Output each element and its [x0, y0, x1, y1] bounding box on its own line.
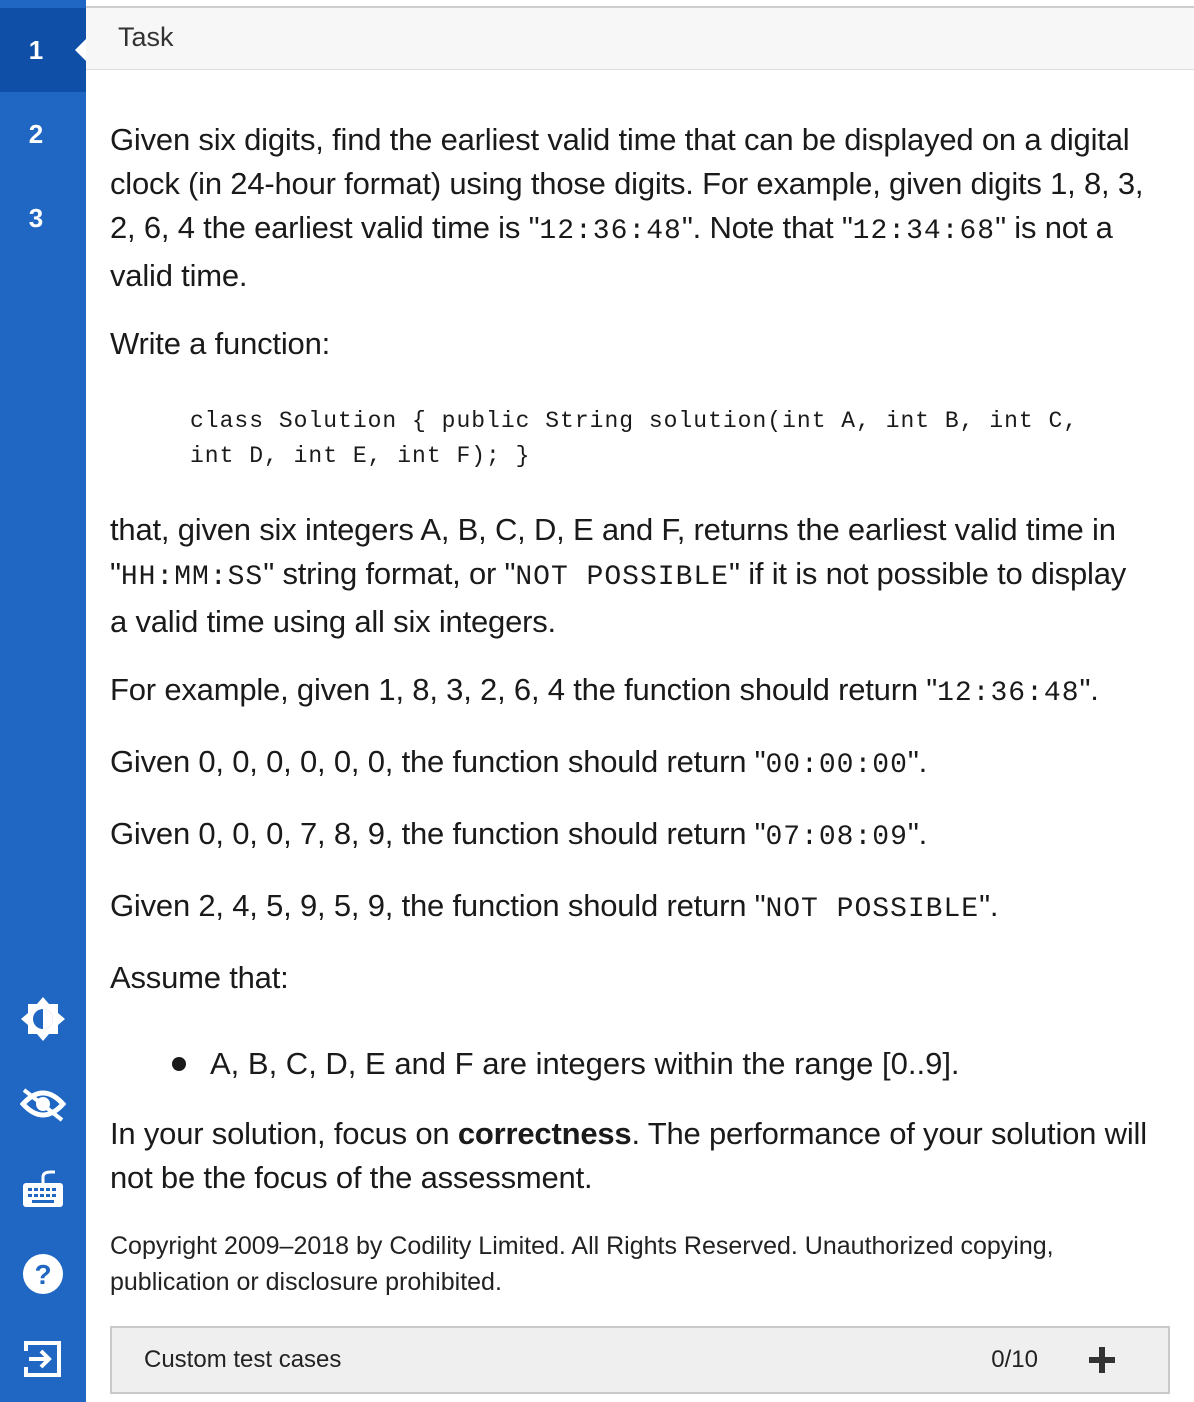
example-3: [110, 812, 1150, 860]
task-header: [86, 8, 1194, 70]
example-code: NOT POSSIBLE: [765, 894, 980, 925]
focus-bold-text: correctness: [457, 1116, 632, 1151]
focus-paragraph: [110, 1112, 1150, 1200]
returns-paragraph: [110, 508, 1150, 644]
exit-icon[interactable]: [0, 1316, 86, 1401]
task-description: [110, 118, 1150, 1300]
page-title: Task: [118, 22, 174, 52]
returns-not-possible-code: NOT POSSIBLE: [515, 562, 729, 593]
example-text: Given 2, 4, 5, 9, 5, 9, the function should return ": [110, 888, 766, 923]
returns-format-code: HH:MM:SS: [120, 562, 264, 593]
intro-time-code: 12:36:48: [539, 216, 682, 247]
svg-text:?: ?: [34, 1258, 52, 1290]
example-text-end: ".: [979, 888, 999, 923]
focus-text-1: In your solution, focus on: [110, 1116, 458, 1151]
intro-text-1: Given six digits, find the earliest valid time that can be displayed on a digital clock (in 24-hour format) using those digits. For example, given digits 1, 8, 3, 2, 6, 4 the earliest valid time is ": [110, 122, 1144, 245]
returns-text-1: that, given six integers A, B, C, D, E and F, returns the earliest valid time in ": [110, 512, 1116, 591]
intro-text-3: " is not a valid time.: [110, 210, 1113, 293]
function-signature-code: class Solution { public String solution(int A, int B, int C, int D, int E, int F); }: [190, 408, 1079, 469]
intro-invalid-code: 12:34:68: [852, 216, 996, 247]
example-4: [110, 884, 1150, 932]
example-text: For example, given 1, 8, 3, 2, 6, 4 the function should return ": [110, 672, 938, 707]
example-text-end: ".: [907, 744, 928, 779]
intro-paragraph: [110, 118, 1150, 298]
write-function-text: Write a function:: [110, 326, 331, 361]
copyright-text: Copyright 2009–2018 by Codility Limited. All Rights Reserved. Unauthorized copying, publication or disclosure prohibited.: [110, 1232, 1054, 1296]
task-tab-3[interactable]: 3: [28, 202, 44, 233]
example-1: [110, 668, 1150, 716]
custom-test-cases-count: 0/10: [991, 1346, 1038, 1373]
bullet-icon: [172, 1057, 186, 1071]
example-code: 12:36:48: [937, 678, 1080, 709]
assumption-list-item: [172, 1042, 1150, 1086]
example-code: 07:08:09: [765, 822, 908, 853]
sidebar: [0, 0, 86, 1402]
assume-text: Assume that:: [110, 960, 289, 995]
example-text-end: ".: [907, 816, 928, 851]
tool-icons: [0, 976, 86, 1401]
help-icon[interactable]: [0, 1231, 86, 1316]
task-tab-1[interactable]: 1: [0, 8, 86, 92]
theme-contrast-icon[interactable]: [0, 976, 86, 1061]
custom-test-cases-label: Custom test cases: [144, 1346, 342, 1373]
task-tab-2[interactable]: 2: [28, 118, 44, 149]
returns-text-3: " if it is not possible to display a valid time using all six integers.: [110, 556, 1127, 639]
example-text-end: ".: [1079, 672, 1099, 707]
keyboard-icon[interactable]: [0, 1146, 86, 1231]
intro-text-2: ". Note that ": [681, 210, 853, 245]
plus-icon: [1084, 1342, 1120, 1378]
custom-test-cases-bar[interactable]: [110, 1326, 1170, 1394]
example-text: Given 0, 0, 0, 0, 0, 0, the function should return ": [110, 744, 766, 779]
add-test-case-button[interactable]: [1084, 1342, 1120, 1378]
focus-text-2: . The performance of your solution will not be the focus of the assessment.: [110, 1116, 1147, 1195]
returns-text-2: " string format, or ": [263, 556, 516, 591]
example-code: 00:00:00: [765, 750, 908, 781]
assumption-text: A, B, C, D, E and F are integers within the range [0..9].: [210, 1046, 960, 1081]
example-2: [110, 740, 1150, 788]
task-navigation: [0, 8, 86, 260]
example-text: Given 0, 0, 0, 7, 8, 9, the function should return ": [110, 816, 766, 851]
visibility-icon[interactable]: [0, 1061, 86, 1146]
